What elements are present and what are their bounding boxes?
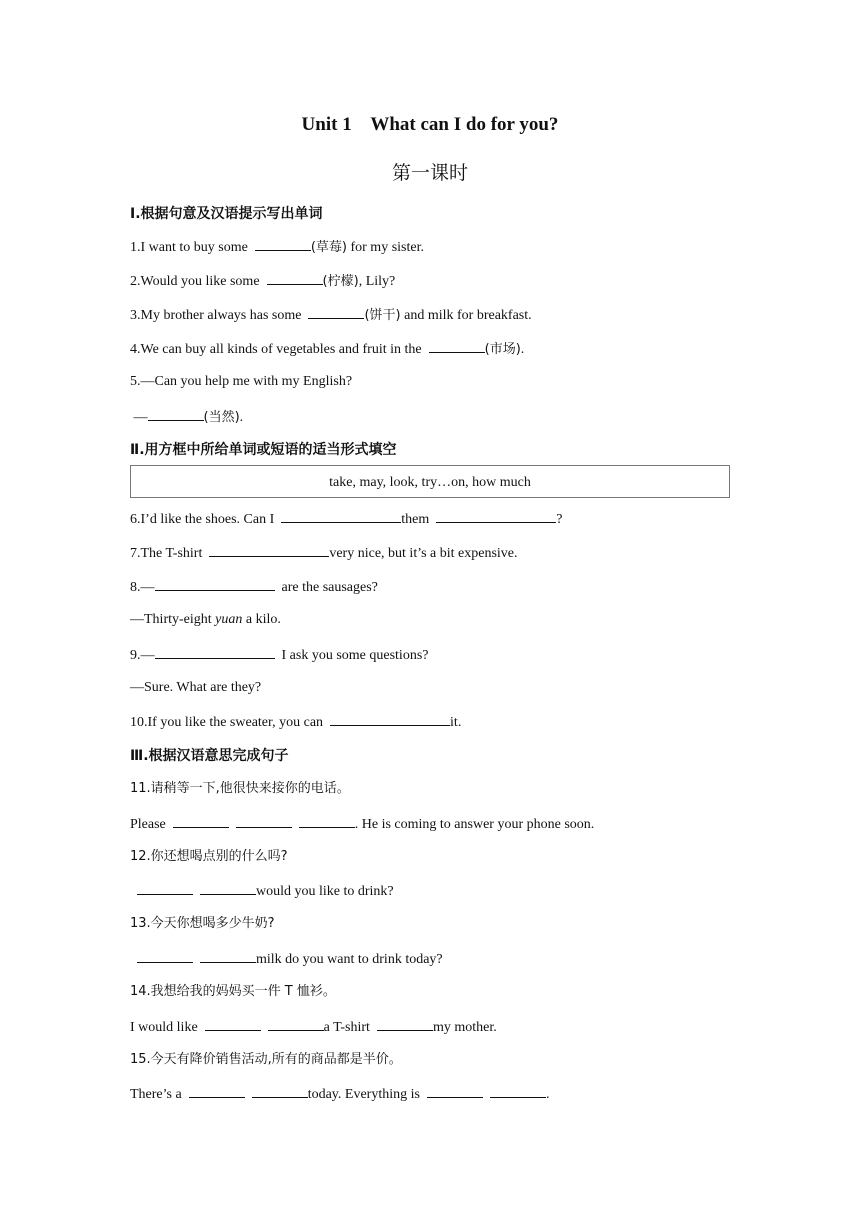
question-6: 6.I’d like the shoes. Can I them ? — [130, 508, 562, 530]
question-11: Please . He is coming to answer your phone soon. — [130, 813, 594, 835]
page-subtitle: 第一课时 — [391, 162, 468, 184]
answer-blank[interactable] — [205, 1016, 261, 1031]
question-7: 7.The T-shirt very nice, but it’s a bit expensive. — [130, 542, 518, 564]
answer-blank[interactable] — [155, 576, 275, 591]
section-1-heading: Ⅰ.根据句意及汉语提示写出单词 — [130, 206, 323, 222]
question-8: 8.— are the sausages? — [130, 576, 378, 598]
answer-blank[interactable] — [267, 270, 323, 285]
answer-blank[interactable] — [236, 813, 292, 828]
question-13: milk do you want to drink today? — [130, 948, 443, 970]
question-15: There’s a today. Everything is . — [130, 1083, 549, 1105]
page-title: Unit 1 What can I do for you? — [301, 114, 559, 135]
question-13-chinese: 13.今天你想喝多少牛奶? — [130, 916, 275, 931]
answer-blank[interactable] — [427, 1083, 483, 1098]
answer-blank[interactable] — [268, 1016, 324, 1031]
question-15-chinese: 15.今天有降价销售活动,所有的商品都是半价。 — [130, 1052, 402, 1067]
word-box: take, may, look, try…on, how much — [130, 465, 730, 498]
section-2-heading: Ⅱ.用方框中所给单词或短语的适当形式填空 — [130, 442, 397, 458]
question-12: would you like to drink? — [130, 880, 394, 902]
answer-blank[interactable] — [200, 948, 256, 963]
answer-blank[interactable] — [200, 880, 256, 895]
question-11-chinese: 11.请稍等一下,他很快来接你的电话。 — [130, 781, 350, 796]
question-4: 4.We can buy all kinds of vegetables and fruit in the (市场). — [130, 338, 524, 360]
answer-blank[interactable] — [209, 542, 329, 557]
answer-blank[interactable] — [255, 236, 311, 251]
answer-blank[interactable] — [148, 406, 204, 421]
answer-blank[interactable] — [252, 1083, 308, 1098]
question-5-reply: — (当然). — [130, 406, 243, 428]
answer-blank[interactable] — [330, 711, 450, 726]
question-5: 5.—Can you help me with my English? — [130, 374, 353, 389]
answer-blank[interactable] — [137, 948, 193, 963]
question-14-chinese: 14.我想给我的妈妈买一件 T 恤衫。 — [130, 984, 336, 999]
answer-blank[interactable] — [429, 338, 485, 353]
answer-blank[interactable] — [308, 304, 364, 319]
question-1: 1.I want to buy some (草莓) for my sister. — [130, 236, 424, 258]
answer-blank[interactable] — [173, 813, 229, 828]
answer-blank[interactable] — [137, 880, 193, 895]
answer-blank[interactable] — [377, 1016, 433, 1031]
answer-blank[interactable] — [490, 1083, 546, 1098]
question-9: 9.— I ask you some questions? — [130, 644, 428, 666]
answer-blank[interactable] — [299, 813, 355, 828]
question-3: 3.My brother always has some (饼干) and milk for breakfast. — [130, 304, 532, 326]
question-12-chinese: 12.你还想喝点别的什么吗? — [130, 849, 288, 864]
question-8-reply: —Thirty-eight yuan a kilo. — [130, 612, 281, 627]
question-9-reply: —Sure. What are they? — [130, 680, 262, 695]
question-14: I would like a T-shirt my mother. — [130, 1016, 497, 1038]
answer-blank[interactable] — [189, 1083, 245, 1098]
question-10: 10.If you like the sweater, you can it. — [130, 711, 461, 733]
answer-blank[interactable] — [436, 508, 556, 523]
answer-blank[interactable] — [281, 508, 401, 523]
question-2: 2.Would you like some (柠檬), Lily? — [130, 270, 395, 292]
answer-blank[interactable] — [155, 644, 275, 659]
section-3-heading: Ⅲ.根据汉语意思完成句子 — [130, 748, 289, 764]
